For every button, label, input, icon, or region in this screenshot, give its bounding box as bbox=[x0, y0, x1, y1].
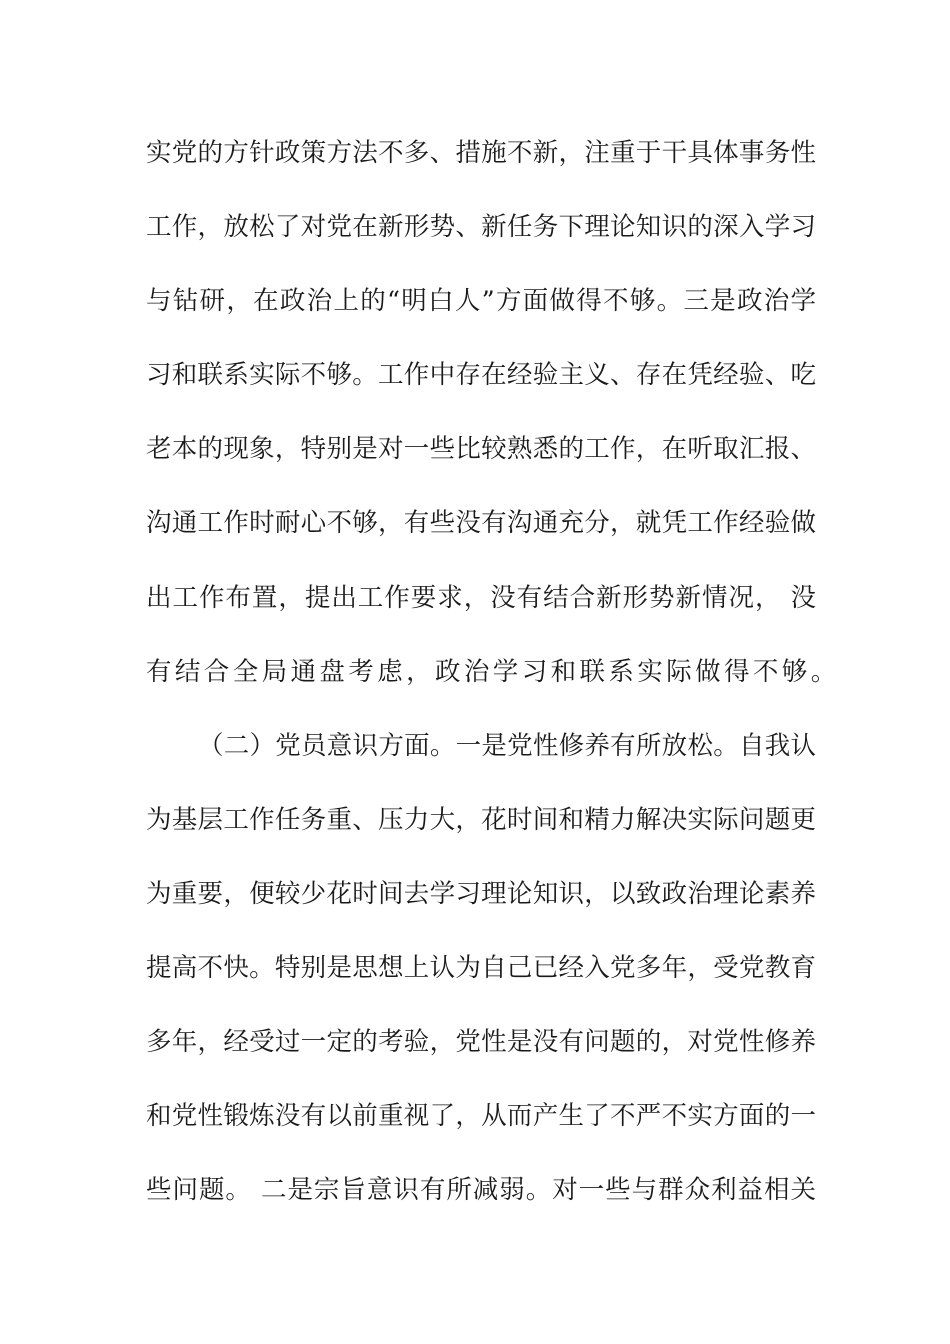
text-line: 实党的方针政策方法不多、措施不新，注重于干具体事务性 bbox=[146, 138, 816, 168]
text-line: 工作，放松了对党在新形势、新任务下理论知识的深入学习 bbox=[146, 212, 816, 242]
text-line: 老本的现象，特别是对一些比较熟悉的工作，在听取汇报、 bbox=[146, 434, 816, 464]
paragraph-last-line: 有结合全局通盘考虑，政治学习和联系实际做得不够。 bbox=[146, 657, 840, 687]
text-line: 沟通工作时耐心不够，有些没有沟通充分，就凭工作经验做 bbox=[146, 508, 816, 538]
text-line: 出工作布置，提出工作要求，没有结合新形势新情况， 没 bbox=[146, 583, 816, 613]
text-line: 提高不快。特别是思想上认为自己已经入党多年，受党教育 bbox=[146, 953, 816, 983]
text-line: 多年，经受过一定的考验，党性是没有问题的，对党性修养 bbox=[146, 1027, 816, 1057]
text-line: 习和联系实际不够。工作中存在经验主义、存在凭经验、吃 bbox=[146, 360, 816, 390]
text-line: 和党性锻炼没有以前重视了，从而产生了不严不实方面的一 bbox=[146, 1101, 816, 1131]
text-line: 些问题。 二是宗旨意识有所减弱。对一些与群众利益相关 bbox=[146, 1175, 816, 1205]
text-line: 与钻研，在政治上的“明白人”方面做得不够。三是政治学 bbox=[146, 286, 816, 316]
text-line: 为重要，便较少花时间去学习理论知识，以致政治理论素养 bbox=[146, 879, 816, 909]
text-line: 为基层工作任务重、压力大，花时间和精力解决实际问题更 bbox=[146, 805, 816, 835]
section-heading-line: （二）党员意识方面。一是党性修养有所放松。自我认 bbox=[198, 731, 816, 761]
